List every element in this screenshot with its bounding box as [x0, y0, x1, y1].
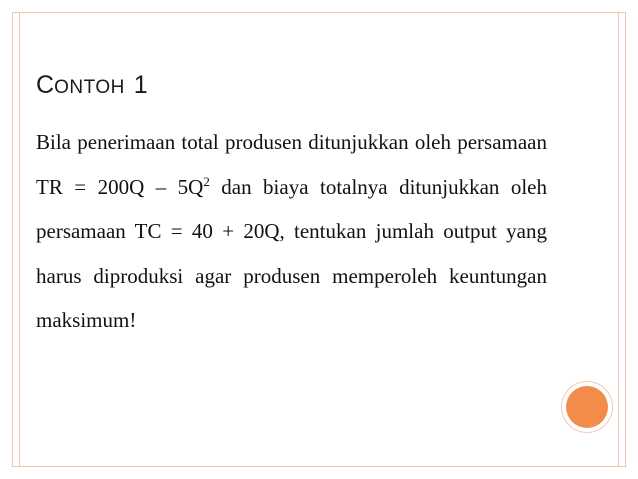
slide-title [36, 66, 148, 98]
slide-title-number: 1 [133, 71, 148, 99]
right-margin-line [618, 13, 619, 466]
body-superscript: 2 [203, 173, 210, 189]
body-text-part-2: dan biaya totalnya ditunjukkan oleh persamaan TC = 40 + 20Q, tentukan jumlah output yang harus diproduksi agar produsen memperoleh keuntungan maksimum! [36, 174, 548, 333]
body-text-part-1: Bila penerimaan total produsen ditunjukkan oleh persamaan TR = 200Q – 5Q [36, 130, 547, 199]
left-margin-line [19, 13, 20, 466]
decorative-circle [566, 386, 608, 428]
slide-title-rest: ONTOH [54, 77, 125, 98]
slide-title-initial: C [36, 71, 55, 99]
slide-body-text [36, 120, 547, 343]
